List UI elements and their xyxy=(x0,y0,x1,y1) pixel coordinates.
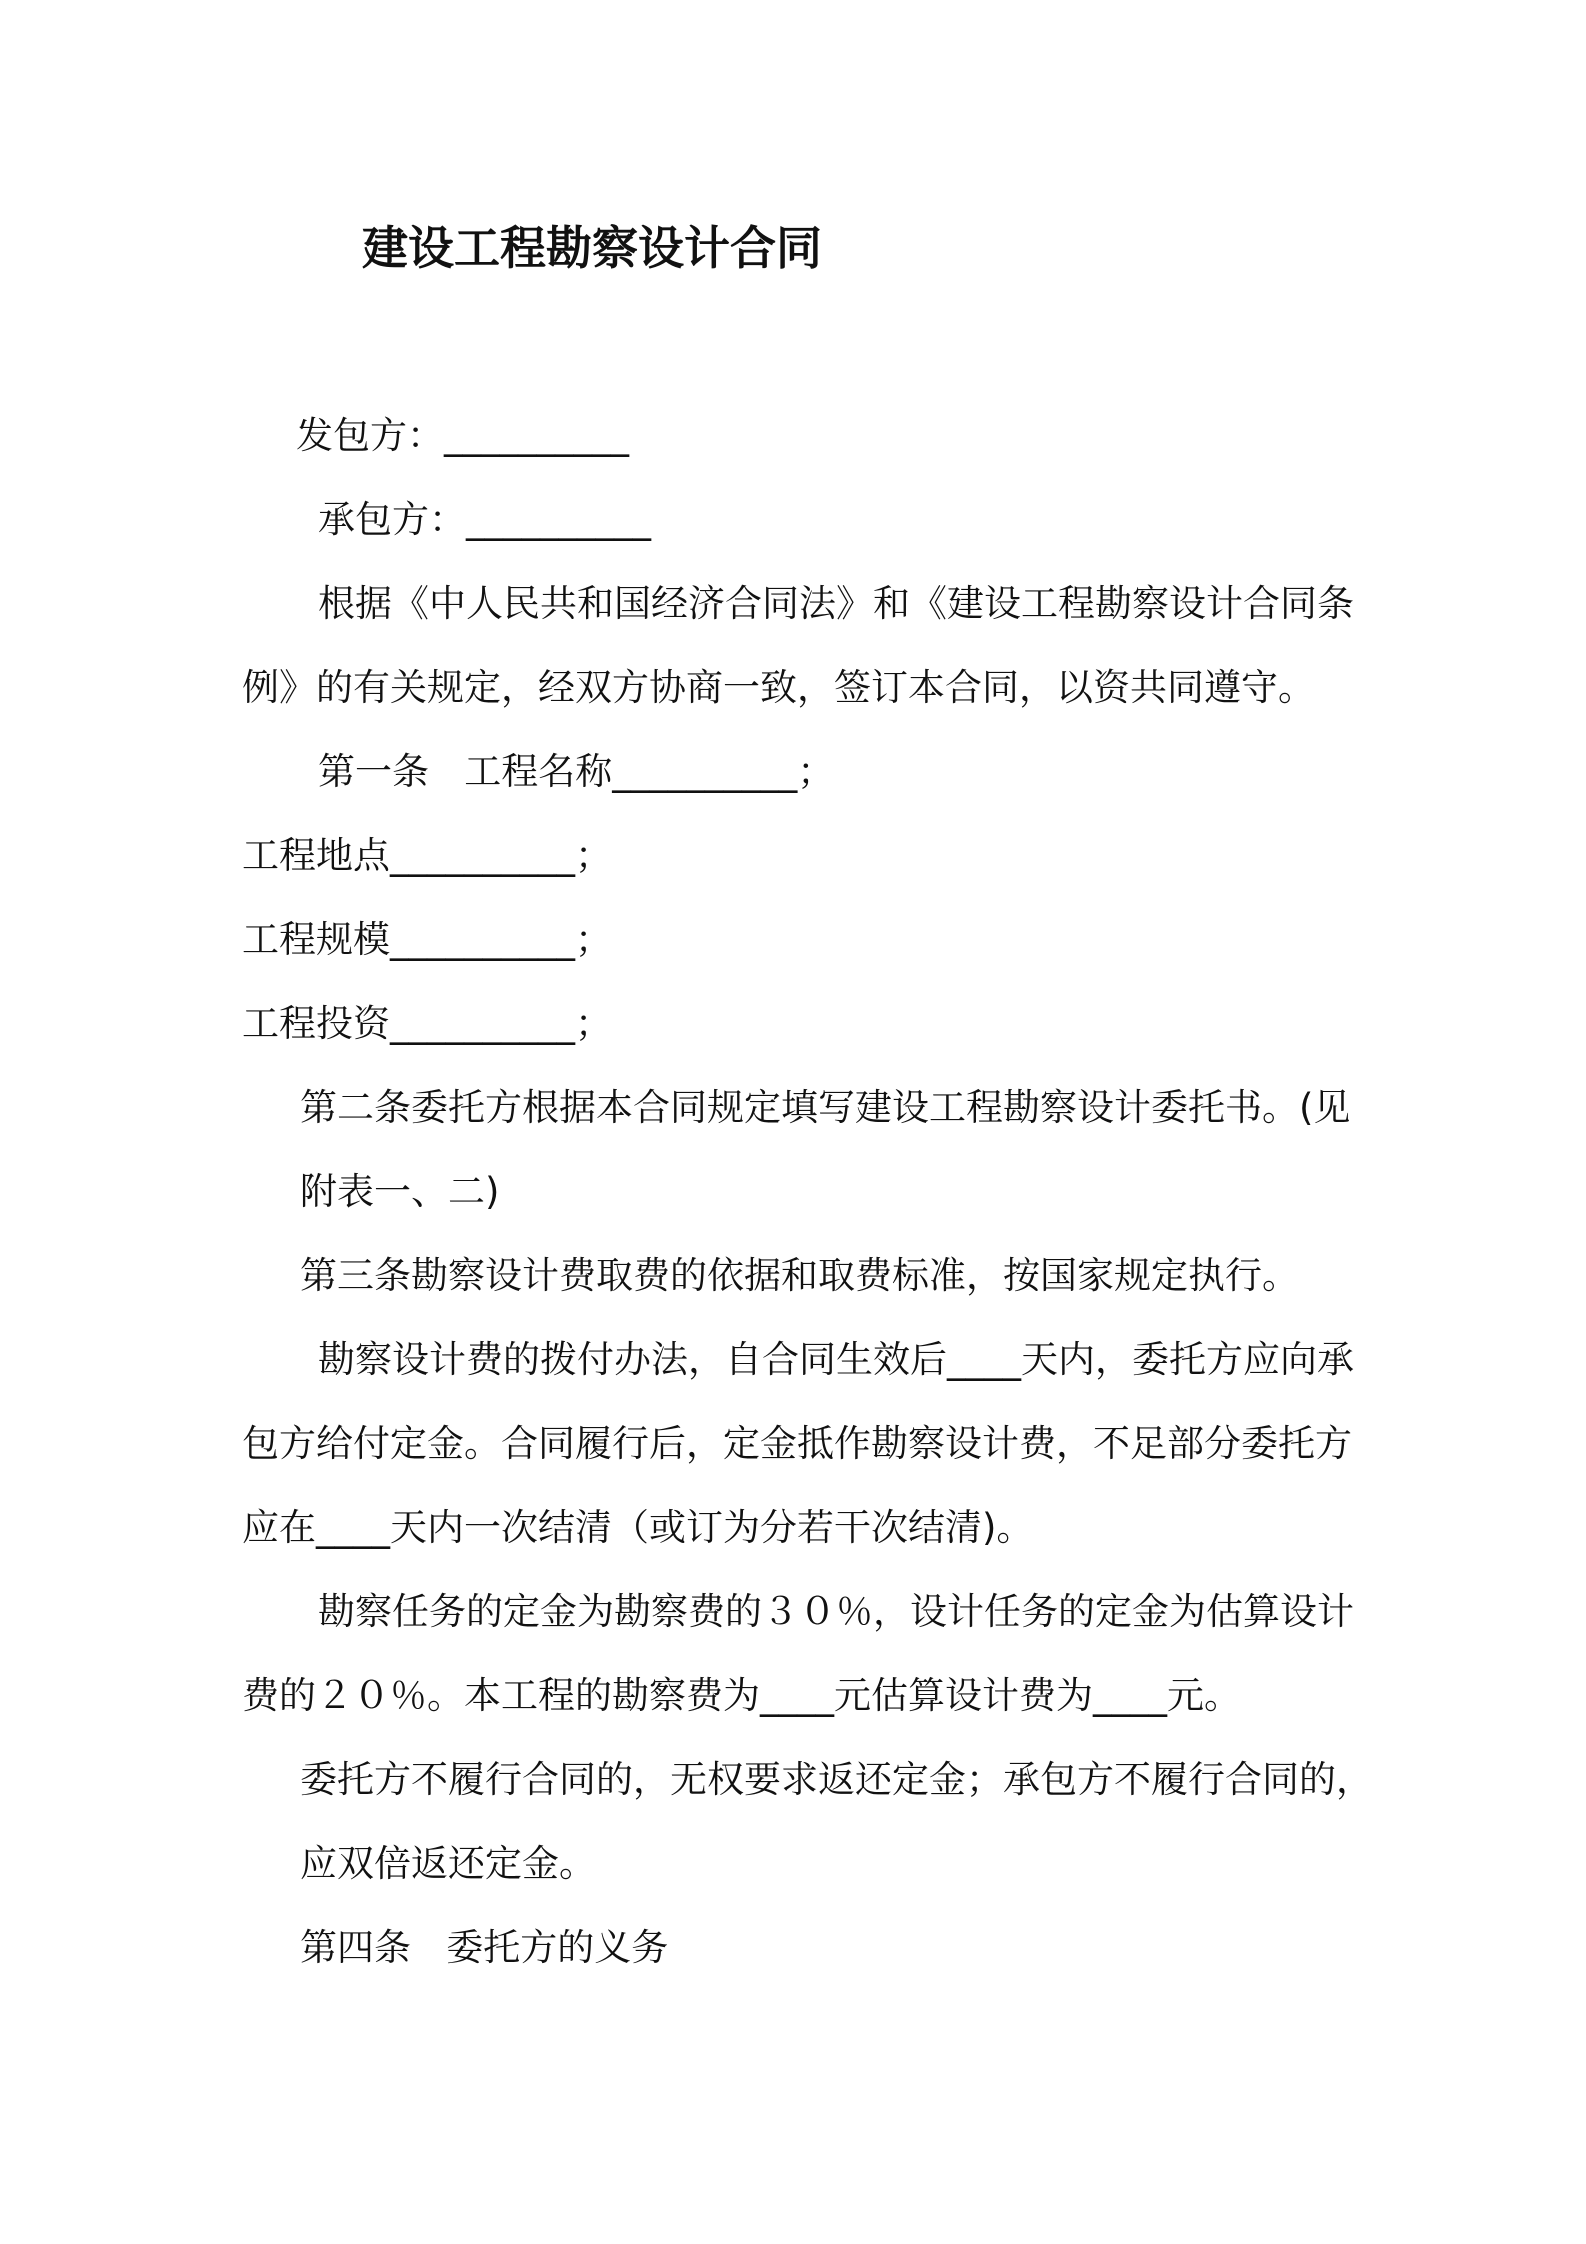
project-scale-line: 工程规模__________； xyxy=(242,918,612,961)
article-1-project-name: 第一条 工程名称__________； xyxy=(318,750,835,793)
deposit-line-1: 勘察任务的定金为勘察费的３０％，设计任务的定金为估算设计 xyxy=(318,1590,1354,1633)
breach-line-1: 委托方不履行合同的，无权要求返还定金；承包方不履行合同的， xyxy=(300,1758,1373,1801)
article-2-line-1: 第二条委托方根据本合同规定填写建设工程勘察设计委托书。(见 xyxy=(300,1086,1351,1129)
article-4-heading: 第四条 委托方的义务 xyxy=(300,1926,669,1969)
preamble-line-2: 例》的有关规定，经双方协商一致，签订本合同，以资共同遵守。 xyxy=(242,666,1315,709)
payment-line-2: 包方给付定金。合同履行后，定金抵作勘察设计费，不足部分委托方 xyxy=(242,1422,1352,1465)
party-b-line: 承包方：__________ xyxy=(318,498,651,541)
breach-line-2: 应双倍返还定金。 xyxy=(300,1842,596,1885)
preamble-line-1: 根据《中人民共和国经济合同法》和《建设工程勘察设计合同条 xyxy=(318,582,1354,625)
payment-line-1: 勘察设计费的拨付办法，自合同生效后____天内，委托方应向承 xyxy=(318,1338,1354,1381)
article-2-line-2: 附表一、二) xyxy=(300,1170,500,1213)
deposit-line-2: 费的２０％。本工程的勘察费为____元估算设计费为____元。 xyxy=(242,1674,1241,1717)
payment-line-3: 应在____天内一次结清（或订为分若干次结清)。 xyxy=(242,1506,1034,1549)
document-title: 建设工程勘察设计合同 xyxy=(362,221,822,275)
project-investment-line: 工程投资__________； xyxy=(242,1002,612,1045)
article-3-line: 第三条勘察设计费取费的依据和取费标准，按国家规定执行。 xyxy=(300,1254,1299,1297)
party-a-line: 发包方：__________ xyxy=(296,414,629,457)
project-location-line: 工程地点__________； xyxy=(242,834,612,877)
